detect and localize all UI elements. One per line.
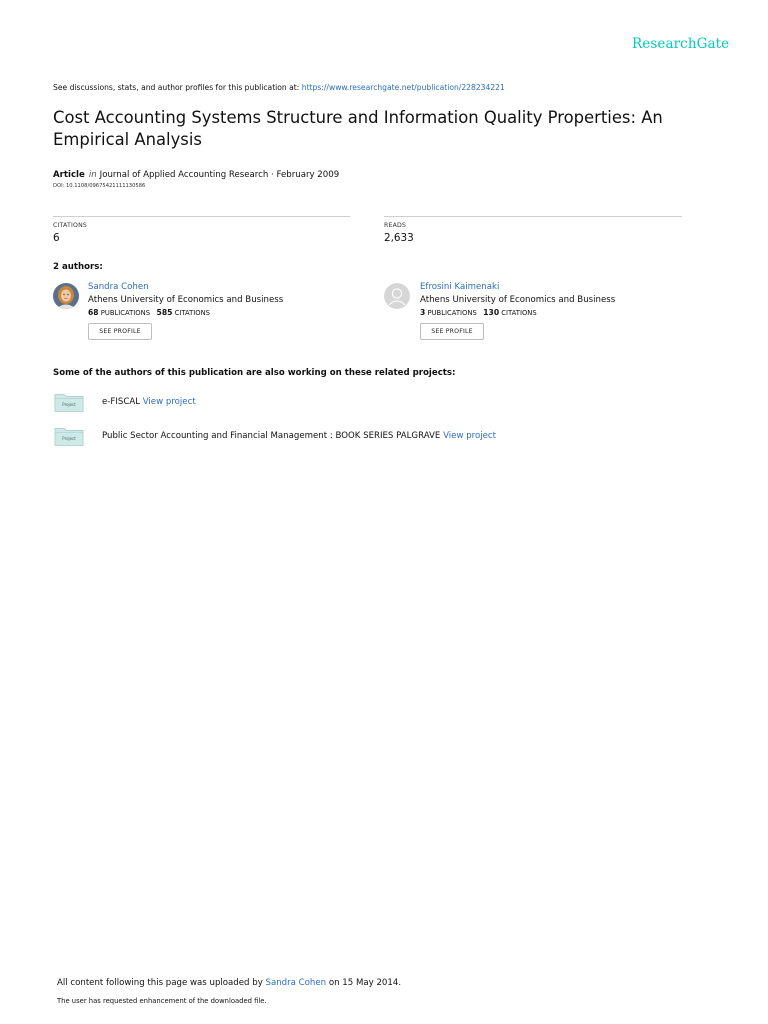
project-item: [102, 431, 496, 441]
doi: DOI: 10.1108/09675421111130586: [53, 183, 146, 189]
author-institution: Athens University of Economics and Business: [420, 295, 616, 305]
discussion-prefix: See discussions, stats, and author profiles for this publication at:: [53, 83, 302, 92]
related-projects-heading: Some of the authors of this publication are also working on these related projects:: [53, 368, 456, 378]
citations-divider: [53, 216, 350, 217]
author-citations-label: CITATIONS: [174, 309, 210, 317]
authors-heading: 2 authors:: [53, 262, 103, 272]
author-citations-count: 130: [483, 308, 500, 317]
view-project-link[interactable]: View project: [142, 397, 196, 407]
upload-note: [57, 978, 401, 988]
author-institution: Athens University of Economics and Business: [88, 295, 284, 305]
project-folder-icon: [54, 391, 84, 417]
publication-venue[interactable]: Journal of Applied Accounting Research · February 2009: [99, 170, 340, 180]
citations-label: CITATIONS: [53, 222, 88, 229]
page-title: Cost Accounting Systems Structure and Information Quality Properties: An Empirical Analysis: [53, 108, 663, 149]
upload-prefix: All content following this page was uploaded by: [57, 978, 266, 988]
view-project-link[interactable]: View project: [443, 431, 497, 441]
in-word: in: [88, 170, 97, 180]
author-publications-label: PUBLICATIONS: [100, 309, 151, 317]
project-icon-label: Project: [62, 402, 76, 408]
author-citations-count: 585: [156, 308, 173, 317]
see-profile-button[interactable]: SEE PROFILE: [88, 323, 152, 340]
author-publications-label: PUBLICATIONS: [427, 309, 477, 317]
discussion-line: [53, 83, 505, 92]
project-icon-label: Project: [62, 436, 76, 442]
publication-type: Article: [53, 170, 85, 180]
project-name: e-FISCAL: [102, 397, 140, 407]
author-avatar-photo[interactable]: [53, 283, 79, 309]
see-profile-button[interactable]: SEE PROFILE: [420, 323, 484, 340]
project-folder-icon: [54, 425, 84, 451]
reads-divider: [384, 216, 682, 217]
author-stats: [88, 308, 210, 317]
publication-meta: [53, 170, 339, 180]
author-name-link[interactable]: Sandra Cohen: [88, 282, 149, 292]
project-name: Public Sector Accounting and Financial Management : BOOK SERIES PALGRAVE: [102, 431, 441, 441]
upload-suffix: on 15 May 2014.: [326, 978, 402, 988]
researchgate-logo[interactable]: ResearchGate: [632, 36, 730, 52]
publication-url-link[interactable]: https://www.researchgate.net/publication/228234221: [301, 83, 505, 92]
enhancement-note: The user has requested enhancement of the downloaded file.: [57, 997, 267, 1005]
author-citations-label: CITATIONS: [501, 309, 537, 317]
author-name-link[interactable]: Efrosini Kaimenaki: [420, 282, 500, 292]
uploader-link[interactable]: Sandra Cohen: [265, 978, 327, 988]
citations-value: 6: [53, 232, 60, 244]
project-item: [102, 397, 196, 407]
default-avatar-icon[interactable]: [384, 283, 410, 309]
reads-label: READS: [384, 222, 407, 229]
author-stats: [420, 308, 537, 317]
reads-value: 2,633: [384, 232, 414, 244]
author-publications-count: 3: [420, 308, 426, 317]
author-publications-count: 68: [88, 308, 99, 317]
